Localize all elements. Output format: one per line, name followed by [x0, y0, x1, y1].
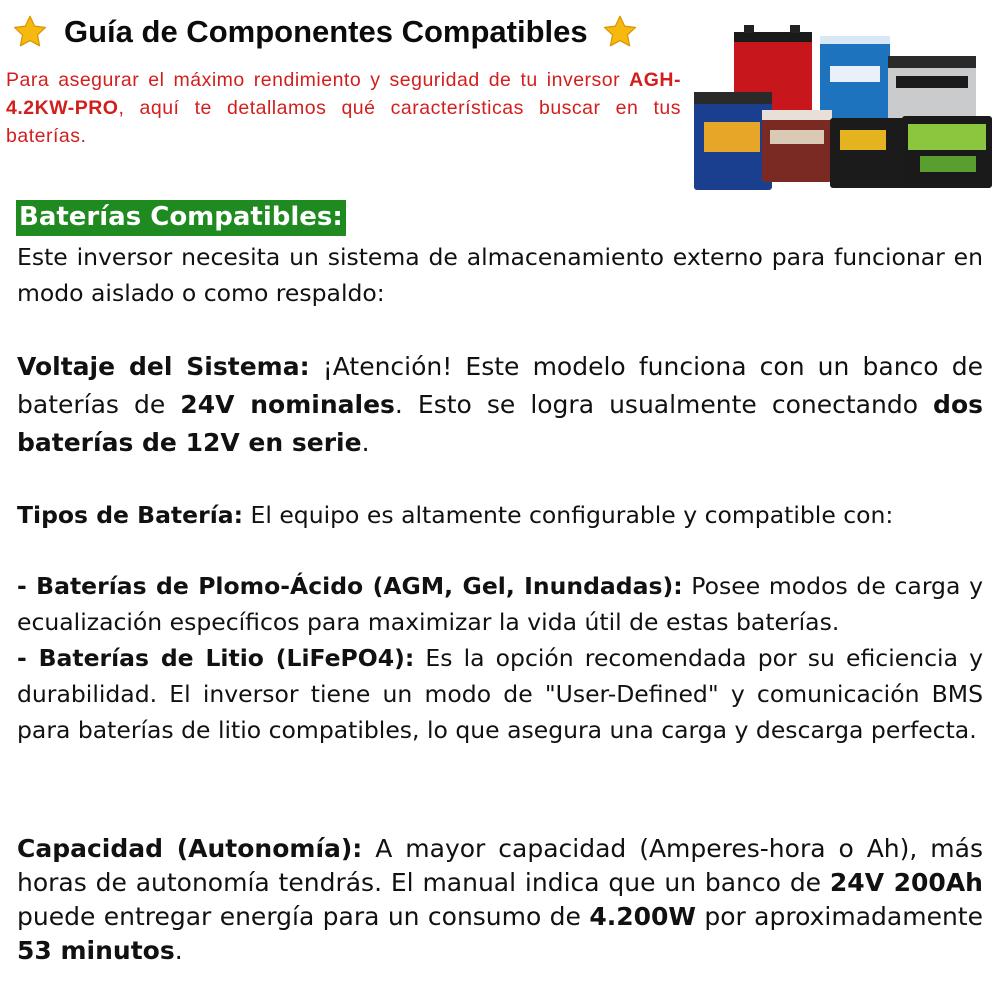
section-intro: Este inversor necesita un sistema de almacenamiento externo para funcionar en modo aislado o como respaldo:: [17, 243, 983, 307]
star-icon: [602, 14, 638, 50]
capacity-label: Capacidad (Autonomía):: [17, 834, 363, 863]
title-row: [12, 8, 638, 56]
types-paragraph: Tipos de Batería: El equipo es altamente configurable y compatible con:: [17, 501, 894, 529]
types-label: Tipos de Batería:: [17, 501, 244, 529]
voltage-label: Voltaje del Sistema:: [17, 352, 310, 381]
section-heading: Baterías Compatibles:: [16, 200, 346, 236]
voltage-paragraph: Voltaje del Sistema: ¡Atención! Este modelo funciona con un banco de baterías de 24V nominales. Esto se logra usualmente conectando dos baterías de 12V en serie.: [17, 352, 983, 457]
intro-text: Para asegurar el máximo rendimiento y seguridad de tu inversor AGH-4.2KW-PRO, aquí te detallamos qué características buscar en tus baterías.: [6, 69, 681, 147]
battery-types-list: [17, 568, 983, 748]
list-item: - Baterías de Litio (LiFePO4): Es la opción recomendada por su eficiencia y durabilidad. El inversor tiene un modo de "User-Defined" y comunicación BMS para baterías de litio compatibles, lo que asegura una carga y descarga perfecta.: [17, 644, 983, 744]
list-item: - Baterías de Plomo-Ácido (AGM, Gel, Inundadas): Posee modos de carga y ecualización específicos para maximizar la vida útil de estas baterías.: [17, 572, 983, 636]
capacity-paragraph: Capacidad (Autonomía): A mayor capacidad (Amperes-hora o Ah), más horas de autonomía tendrás. El manual indica que un banco de 24V 200Ah puede entregar energía para un consumo de 4.200W por aproximadamente 53 minutos.: [17, 834, 983, 965]
battery-product-photo: [690, 22, 996, 194]
inverter-model: AGH-4.2KW-PRO: [6, 69, 681, 119]
page-title: Guía de Componentes Compatibles: [64, 14, 588, 49]
star-icon: [12, 14, 48, 50]
